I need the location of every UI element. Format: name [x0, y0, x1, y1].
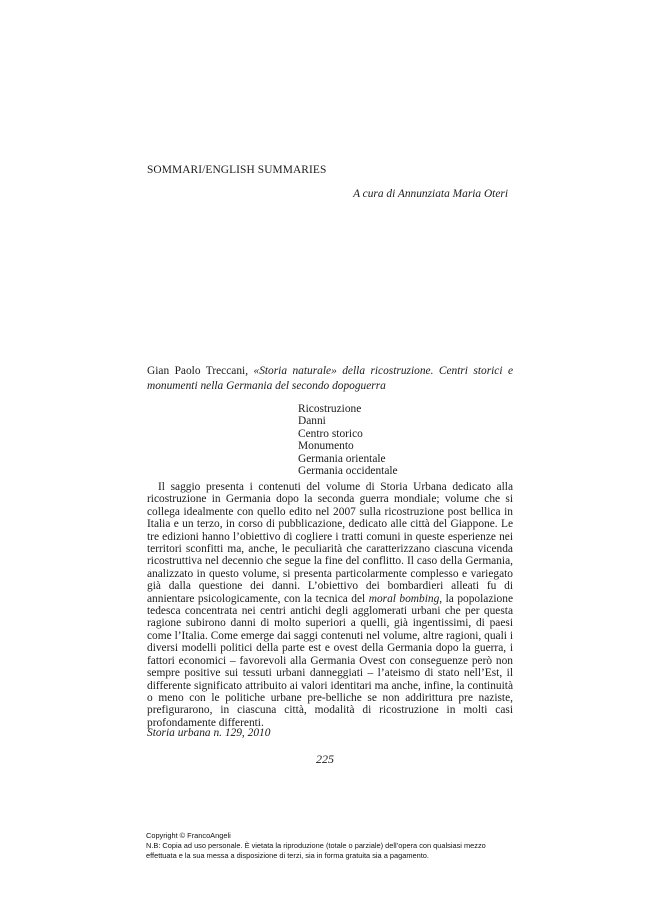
- keyword-item: Danni: [298, 415, 326, 428]
- abstract-text-part2: , la popolazione tedesca concentrata nei centri antichi degli agglomerati urbani che per questa ragione subirono danni di molto superiori a quelli, già ingentissimi, di paesi come l’Italia. Come emerge dai saggi contenuti nel volume, altre ragioni, quali i diversi modelli politici della parte est e ovest della Germania dopo la guerra, i fattori economici – favorevoli alla Germania Ovest con conseguenze però non sempre positive sui tessuti urbani danneggiati – l’ateismo di stato nell’Est, il differente significato attribuito ai valori identitari ma anche, infine, la continuità o meno con le politiche urbane pre-belliche se non addirittura pre naziste, prefigurarono, in ciascuna città, modalità di ricostruzione in molti casi profondamente differenti.: [147, 592, 513, 729]
- section-title: SOMMARI/ENGLISH SUMMARIES: [147, 164, 327, 176]
- copyright-line: Copyright © FrancoAngeli: [146, 831, 231, 840]
- copyright-line: effettuata e la sua messa a disposizione di terzi, sia in forma gratuita sia a pagamento.: [146, 851, 429, 861]
- abstract-paragraph: [147, 481, 513, 729]
- article-author: Gian Paolo Treccani,: [147, 365, 249, 377]
- article-title-quoted: «Storia naturale»: [253, 365, 337, 377]
- keyword-item: Germania occidentale: [298, 465, 398, 478]
- abstract-text-part1: Il saggio presenta i contenuti del volume di Storia Urbana dedicato alla ricostruzione in Germania dopo la seconda guerra mondiale; volume che si collega idealmente con quello edito nel 2007 sulla ricostruzione post bellica in Italia e un terzo, in corso di pubblicazione, dedicato alle città del Giappone. Le tre edizioni hanno l’obiettivo di cogliere i tratti comuni in queste esperienze nei territori sconfitti ma, anche, le peculiarità che caratterizzano ciascuna vicenda ricostruttiva nel decennio che segue la fine del conflitto. Il caso della Germania, analizzato in questo volume, si presenta particolarmente complesso e variegato già dalla questione dei danni. L’obiettivo dei bombardieri alleati fu di annientare psicologicamente, con la tecnica del: [147, 481, 513, 605]
- keyword-item: Germania orientale: [298, 452, 386, 465]
- editor-credit: A cura di Annunziata Maria Oteri: [353, 188, 508, 200]
- copyright-notice: [146, 831, 566, 862]
- copyright-line: N.B: Copia ad uso personale. È vietata la riproduzione (totale o parziale) dell’opera con qualsiasi mezzo: [146, 841, 486, 851]
- keyword-item: Monumento: [298, 440, 354, 453]
- abstract-term: moral bombing: [368, 592, 440, 605]
- keyword-list: [298, 403, 398, 477]
- journal-source: Storia urbana n. 129, 2010: [147, 727, 271, 739]
- article-title: della ricostruzione. Centri storici e monumenti nella Germania del secondo dopoguerra: [147, 365, 514, 392]
- page-number: 225: [316, 752, 334, 766]
- article-heading: [147, 364, 513, 393]
- keyword-item: Centro storico: [298, 427, 363, 440]
- keyword-item: Ricostruzione: [298, 403, 362, 415]
